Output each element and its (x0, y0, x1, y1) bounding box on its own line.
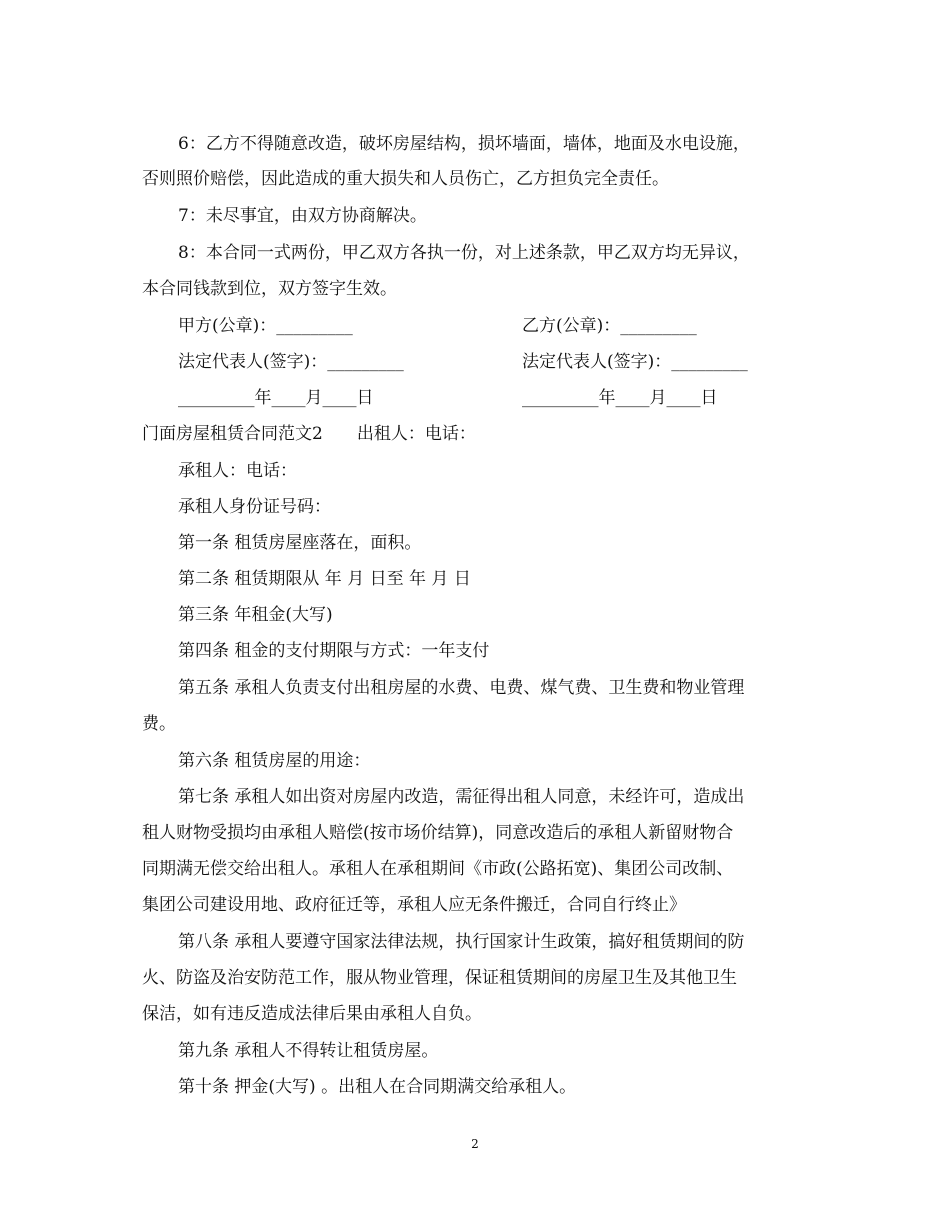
lessee-line: 承租人：电话： (178, 461, 297, 481)
article-7-line-1: 第七条 承租人如出资对房屋内改造，需征得出租人同意，未经许可，造成出 (178, 787, 745, 807)
sample-2-title-line: 门面房屋租赁合同范文2 出租人：电话： (142, 424, 476, 444)
article-7-line-2: 租人财物受损均由承租人赔偿(按市场价结算)，同意改造后的承租人新留财物合 (142, 823, 734, 843)
article-5-line-2: 费。 (142, 714, 176, 734)
article-10: 第十条 押金(大写) 。出租人在合同期满交给承租人。 (178, 1077, 577, 1097)
article-8-line-1: 第八条 承租人要遵守国家法律法规，执行国家计生政策，搞好租赁期间的防 (178, 932, 745, 952)
article-2: 第二条 租赁期限从 年 月 日至 年 月 日 (178, 569, 471, 589)
clause-7: 7：未尽事宜，由双方协商解决。 (178, 206, 427, 226)
article-8-line-2: 火、防盗及治安防范工作，服从物业管理，保证租赁期间的房屋卫生及其他卫生 (142, 968, 737, 988)
article-9: 第九条 承租人不得转让租赁房屋。 (178, 1041, 439, 1061)
article-6: 第六条 租赁房屋的用途： (178, 751, 371, 771)
article-7-line-4: 集团公司建设用地、政府征迁等，承租人应无条件搬迁，合同自行终止》 (142, 895, 686, 915)
article-3: 第三条 年租金(大写) (178, 605, 333, 625)
party-a-seal: 甲方(公章)：_________ (178, 316, 353, 336)
clause-8-line-1: 8：本合同一式两份，甲乙双方各执一份，对上述条款，甲乙双方均无异议， (178, 243, 750, 263)
party-b-representative: 法定代表人(签字)：_________ (522, 352, 748, 372)
article-4: 第四条 租金的支付期限与方式：一年支付 (178, 641, 490, 661)
party-a-date: _________年____月____日 (178, 388, 374, 408)
article-5-line-1: 第五条 承租人负责支付出租房屋的水费、电费、煤气费、卫生费和物业管理 (178, 678, 745, 698)
page-number: 2 (471, 1137, 479, 1151)
party-b-seal: 乙方(公章)：_________ (522, 316, 697, 336)
article-1: 第一条 租赁房屋座落在，面积。 (178, 533, 422, 553)
article-7-line-3: 同期满无偿交给出租人。承租人在承租期间《市政(公路拓宽)、集团公司改制、 (142, 859, 734, 879)
article-8-line-3: 保洁，如有违反造成法律后果由承租人自负。 (142, 1004, 482, 1024)
clause-6-line-1: 6：乙方不得随意改造，破坏房屋结构，损坏墙面，墙体，地面及水电设施， (178, 134, 750, 154)
party-a-representative: 法定代表人(签字)：_________ (178, 352, 404, 372)
lessee-id-line: 承租人身份证号码： (178, 497, 331, 517)
clause-6-line-2: 否则照价赔偿，因此造成的重大损失和人员伤亡，乙方担负完全责任。 (142, 169, 669, 189)
clause-8-line-2: 本合同钱款到位，双方签字生效。 (142, 279, 397, 299)
party-b-date: _________年____月____日 (522, 388, 718, 408)
